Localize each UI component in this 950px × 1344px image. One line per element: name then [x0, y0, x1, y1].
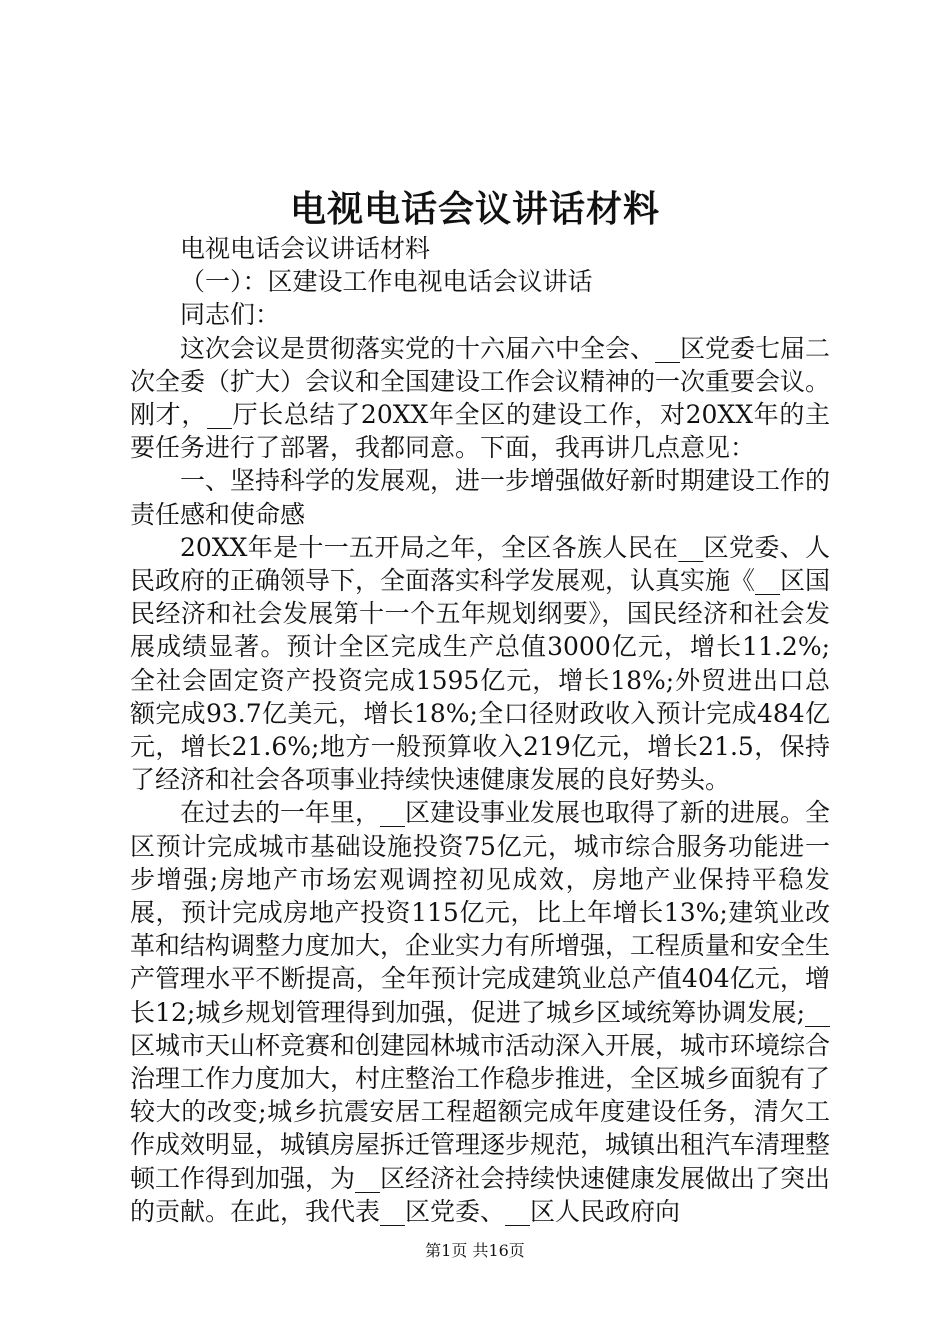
body-paragraph: 20XX年是十一五开局之年，全区各族人民在__区党委、人民政府的正确领导下，全面落实科学发展观，认真实施《__区国民经济和社会发展第十一个五年规划纲要》，国民经济和社会发展成绩显著。预计全区完成生产总值3000亿元，增长11.2%;全社会固定资产投资完成1595亿元，增长18%;外贸进出口总额完成93.7亿美元，增长18%;全口径财政收入预计完成484亿元，增长21.6%;地方一般预算收入219亿元，增长21.5，保持了经济和社会各项事业持续快速健康发展的良好势头。 — [130, 532, 831, 795]
subtitle-line: 电视电话会议讲话材料 — [180, 234, 431, 263]
salutation: 同志们： — [180, 300, 281, 330]
section-heading: （一）：区建设工作电视电话会议讲话 — [180, 267, 593, 297]
document-body — [130, 232, 830, 1228]
page-footer: 第1页 共16页 — [425, 1241, 525, 1260]
page-title: 电视电话会议讲话材料 — [289, 188, 660, 230]
point-heading: 一、坚持科学的发展观，进一步增强做好新时期建设工作的责任感和使命感 — [130, 466, 831, 529]
body-paragraph: 在过去的一年里，__区建设事业发展也取得了新的进展。全区预计完成城市基础设施投资75亿元，城市综合服务功能进一步增强;房地产市场宏观调控初见成效，房地产业保持平稳发展，预计完成房地产投资115亿元，比上年增长13%;建筑业改革和结构调整力度加大，企业实力有所增强，工程质量和安全生产管理水平不断提高，全年预计完成建筑业总产值404亿元，增长12;城乡规划管理得到加强，促进了城乡区域统筹协调发展;__区城市天山杯竞赛和创建园林城市活动深入开展，城市环境综合治理工作力度加大，村庄整治工作稳步推进，全区城乡面貌有了较大的改变;城乡抗震安居工程超额完成年度建设任务，清欠工作成效明显，城镇房屋拆迁管理逐步规范，城镇出租汽车清理整顿工作得到加强，为__区经济社会持续快速健康发展做出了突出的贡献。在此，我代表__区党委、__区人民政府向 — [130, 798, 831, 1226]
body-paragraph: 这次会议是贯彻落实党的十六届六中全会、__区党委七届二次全委（扩大）会议和全国建设工作会议精神的一次重要会议。刚才，__厅长总结了20XX年全区的建设工作，对20XX年的主要任务进行了部署，我都同意。下面，我再讲几点意见： — [130, 333, 831, 463]
